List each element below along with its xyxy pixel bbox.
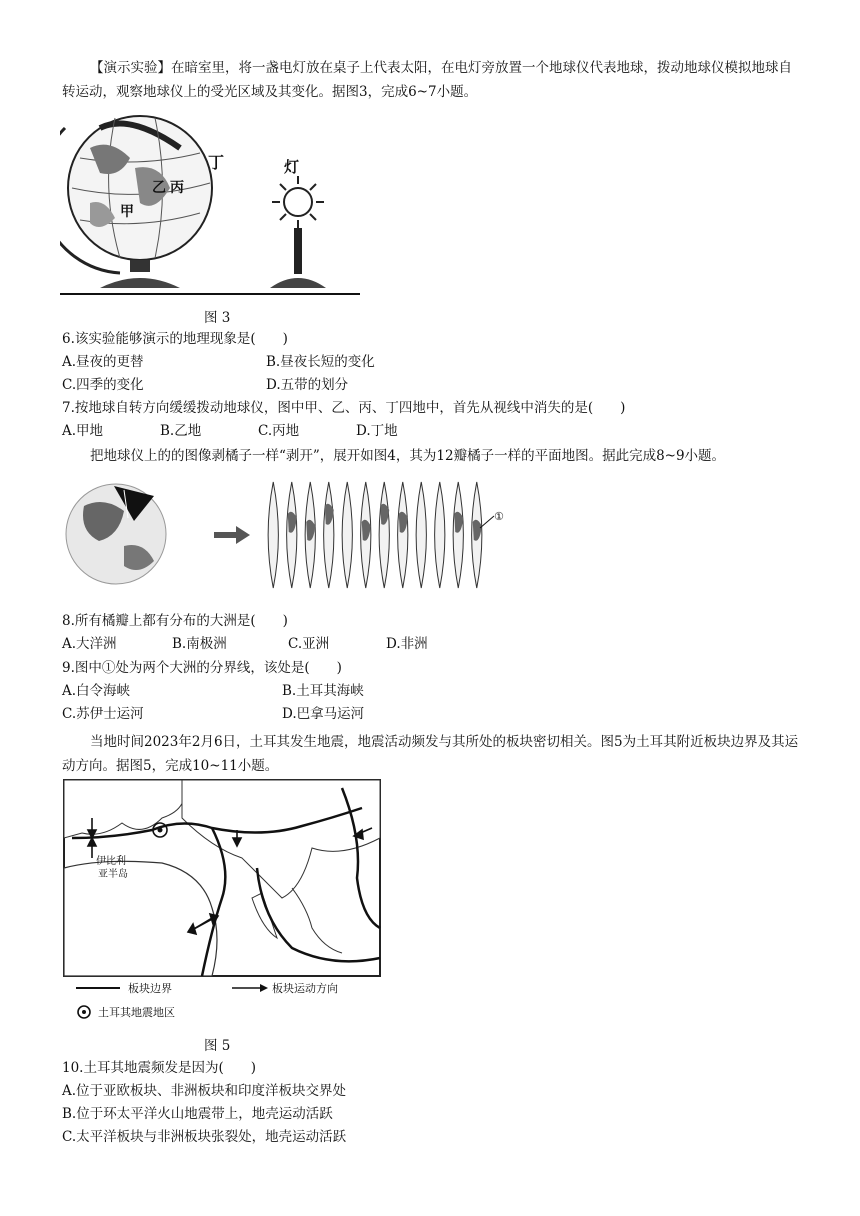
gore-segment (342, 482, 352, 588)
figure-4-gores-map (64, 476, 534, 594)
gore-segment (416, 482, 426, 588)
q6-option-a[interactable]: A.昼夜的更替 (62, 354, 144, 370)
q6-option-b[interactable]: B.昼夜长短的变化 (266, 354, 375, 370)
legend-arrow-icon (260, 984, 268, 992)
q10-option-a[interactable]: A.位于亚欧板块、非洲板块和印度洋板块交界处 (62, 1083, 347, 1099)
legend-motion: 板块运动方向 (272, 982, 338, 995)
q9-option-d[interactable]: D.巴拿马运河 (282, 706, 365, 722)
intro-orange-peel: 把地球仪上的的图像剥橘子一样“剥开”，展开如图4，其为12瓣橘子一样的平面地图。据此完成8~9小题。 (90, 448, 726, 464)
q9-option-b[interactable]: B.土耳其海峡 (282, 683, 364, 699)
gore-segment (398, 482, 408, 588)
q9-option-a[interactable]: A.白令海峡 (62, 683, 131, 699)
q9-stem: 9.图中①处为两个大洲的分界线，该处是( ) (62, 660, 342, 676)
lamp-icon (270, 176, 326, 288)
q8-option-d[interactable]: D.非洲 (386, 636, 428, 652)
q10-option-b[interactable]: B.位于环太平洋火山地震带上，地壳运动活跃 (62, 1106, 333, 1122)
q8-stem: 8.所有橘瓣上都有分布的大洲是( ) (62, 613, 288, 629)
gore-segment (379, 482, 389, 588)
q6-option-d[interactable]: D.五带的划分 (266, 377, 349, 393)
gores-icon (268, 482, 482, 588)
label-yi: 乙 (152, 180, 166, 196)
q7-option-d[interactable]: D.丁地 (356, 423, 398, 439)
q6-stem: 6.该实验能够演示的地理现象是( ) (62, 331, 288, 347)
globe-icon (60, 116, 212, 288)
q7-option-c[interactable]: C.丙地 (258, 423, 300, 439)
gore-segment (453, 482, 463, 588)
label-ding: 丁 (208, 153, 225, 172)
gore-segment (324, 482, 334, 588)
intro-experiment: 【演示实验】在暗室里，将一盏电灯放在桌子上代表太阳，在电灯旁放置一个地球仪代表地球，拨动地球仪模拟地球自转运动，观察地球仪上的受光区域及其变化。据图3，完成6~7小题。 (62, 60, 792, 100)
intro-earthquake: 当地时间2023年2月6日，土耳其发生地震，地震活动频发与其所处的板块密切相关。图5为土耳其附近板块边界及其运动方向。据图5，完成10~11小题。 (62, 734, 799, 774)
map-label-iberia-1: 伊比利 (96, 856, 126, 867)
q7-option-a[interactable]: A.甲地 (62, 423, 104, 439)
map-label-iberia-2: 亚半岛 (98, 869, 128, 880)
label-bing: 丙 (170, 180, 184, 196)
gore-segment (287, 482, 297, 588)
peeled-globe-icon (66, 484, 166, 584)
marker-1: ① (494, 510, 504, 523)
legend-quake: 土耳其地震地区 (98, 1006, 175, 1019)
q9-option-c[interactable]: C.苏伊士运河 (62, 706, 144, 722)
q6-option-c[interactable]: C.四季的变化 (62, 377, 144, 393)
q7-option-b[interactable]: B.乙地 (160, 423, 202, 439)
q10-stem: 10.土耳其地震频发是因为( ) (62, 1060, 257, 1076)
q8-option-c[interactable]: C.亚洲 (288, 636, 330, 652)
q8-option-a[interactable]: A.大洋洲 (62, 636, 117, 652)
label-lamp: 灯 (284, 158, 300, 176)
figure-5-caption: 图 5 (204, 1038, 231, 1054)
legend-boundary: 板块边界 (128, 982, 172, 995)
q10-option-c[interactable]: C.太平洋板块与非洲板块张裂处，地壳运动活跃 (62, 1129, 347, 1145)
figure-3-caption: 图 3 (204, 310, 231, 326)
q8-option-b[interactable]: B.南极洲 (172, 636, 227, 652)
arrow-icon (214, 526, 250, 544)
q7-stem: 7.按地球自转方向缓缓拨动地球仪，图中甲、乙、丙、丁四地中，首先从视线中消失的是( ) (62, 400, 626, 416)
gore-segment (435, 482, 445, 588)
figure-3-globe-lamp (60, 108, 360, 300)
figure-5-plate-map (62, 778, 382, 1026)
label-jia: 甲 (120, 204, 134, 220)
gore-segment (268, 482, 278, 588)
